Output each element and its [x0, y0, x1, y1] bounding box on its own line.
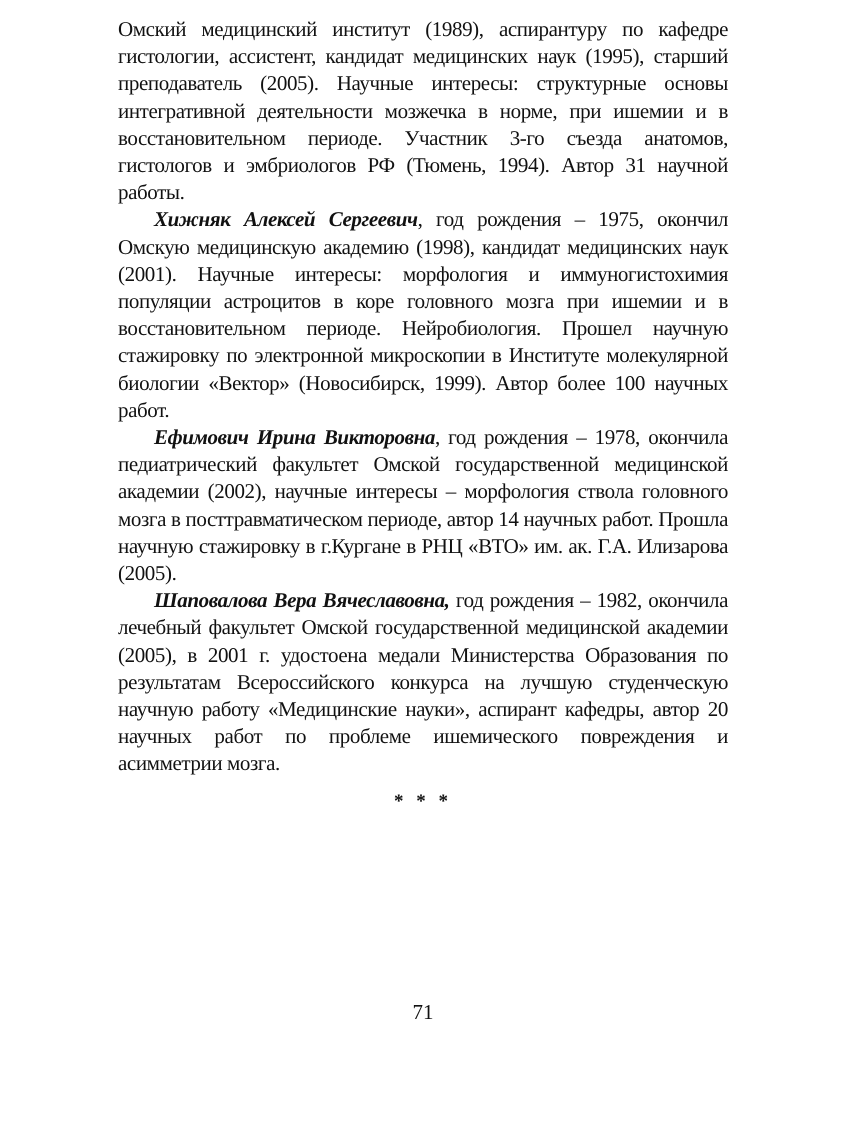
paragraph-efimovich [118, 424, 728, 587]
paragraph-text: , год рождения – 1978, окончила педиатрический факультет Омской государственной медицинской академии (2002), научные интересы – морфология ствола головного мозга в посттравматическом периоде, автор 14 научных работ. Прошла научную стажировку в г.Кургане в РНЦ «ВТО» им. ак. Г.А. Илизарова (2005). [118, 425, 729, 586]
paragraph-text: год рождения – 1982, окончила лечебный факультет Омской государственной медицинской академии (2005), в 2001 г. удостоена медали Министерства Образования по результатам Всероссийского конкурса на лучшую студенческую научную работу «Медицинские науки», аспирант кафедры, автор 20 научных работ по проблеме ишемического повреждения и асимметрии мозга. [118, 588, 728, 776]
paragraph-continuation [118, 16, 728, 206]
page-body [118, 16, 728, 815]
paragraph-shapovalova [118, 587, 728, 777]
author-name: Ефимович Ирина Викторовна [154, 425, 435, 450]
paragraph-text: Омский медицинский институт (1989), аспирантуру по кафедре гистологии, ассистент, кандидат медицинских наук (1995), старший преподаватель (2005). Научные интересы: структурные основы интегративной деятельности мозжечка в норме, при ишемии и в восстановительном периоде. Участник 3-го съезда анатомов, гистологов и эмбриологов РФ (Тюмень, 1994). Автор 31 научной работы. [118, 17, 728, 205]
section-separator: * * * [394, 790, 452, 812]
page-number: 71 [412, 1000, 434, 1024]
paragraph-khizhnyak [118, 206, 728, 424]
paragraph-text: , год рождения – 1975, окончил Омскую медицинскую академию (1998), кандидат медицинских наук (2001). Научные интересы: морфология и иммуногистохимия популяции астроцитов в коре головного мозга при ишемии и в восстановительном периоде. Нейробиология. Прошел научную стажировку по электронной микроскопии в Институте молекулярной биологии «Вектор» (Новосибирск, 1999). Автор более 100 научных работ. [118, 207, 728, 422]
author-name: Хижняк Алексей Сергеевич [154, 207, 418, 232]
author-name: Шаповалова Вера Вячеславовна, [154, 588, 450, 613]
